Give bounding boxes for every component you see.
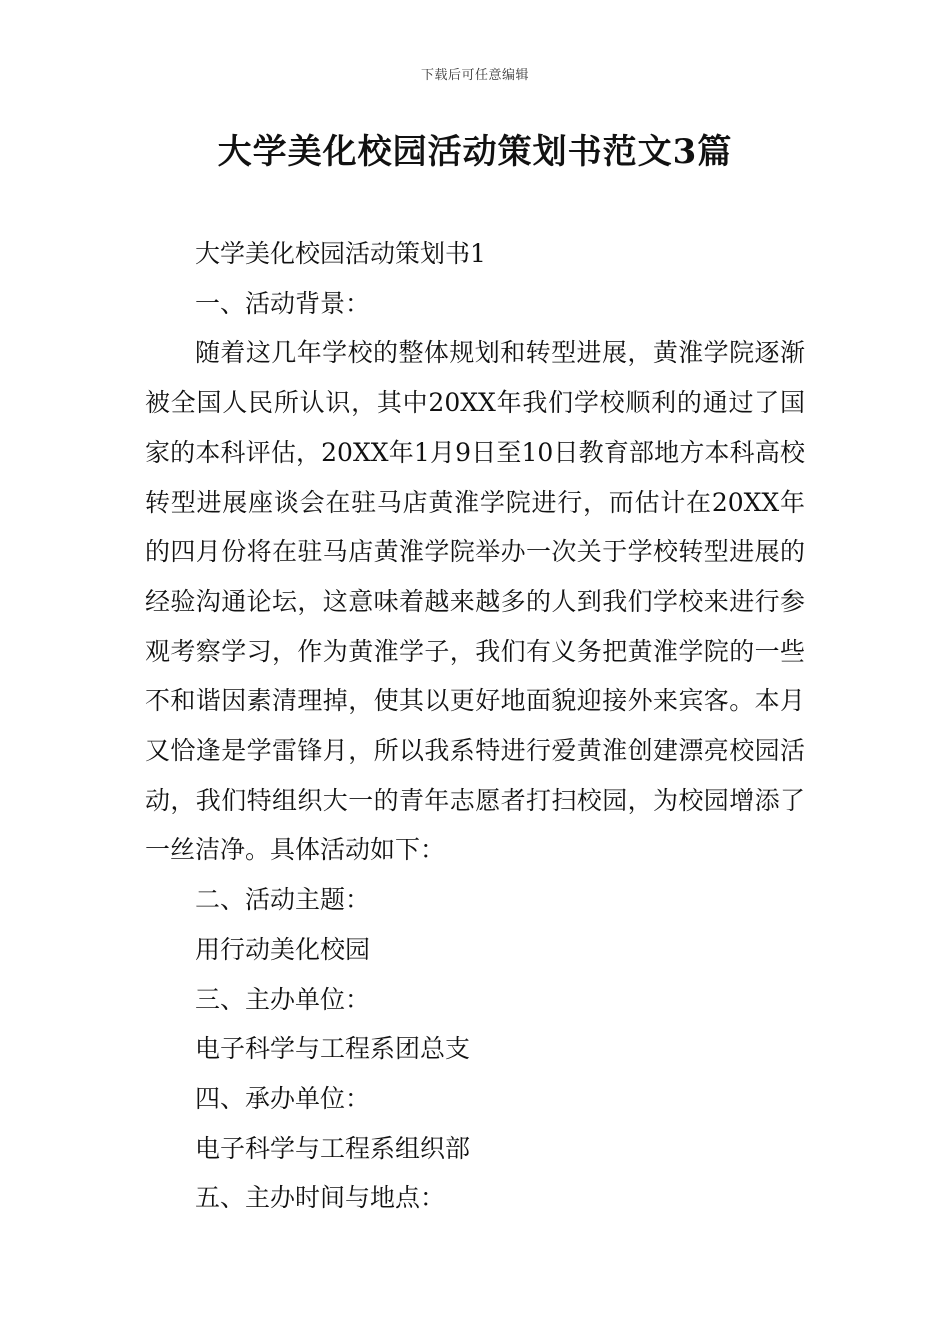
body-paragraph: 随着这几年学校的整体规划和转型进展，黄淮学院逐渐被全国人民所认识，其中20XX年我们学校顺利的通过了国家的本科评估，20XX年1月9日至10日教育部地方本科高校转型进展座谈会在驻马店黄淮学院进行，而估计在20XX年的四月份将在驻马店黄淮学院举办一次关于学校转型进展的经验沟通论坛，这意味着越来越多的人到我们学校来进行参观考察学习，作为黄淮学子，我们有义务把黄淮学院的一些不和谐因素清理掉，使其以更好地面貌迎接外来宾客。本月又恰逢是学雷锋月，所以我系特进行爱黄淮创建漂亮校园活动，我们特组织大一的青年志愿者打扫校园，为校园增添了一丝洁净。具体活动如下： xyxy=(145,338,805,865)
section-heading: 一、活动背景： xyxy=(195,288,371,318)
body-paragraph: 用行动美化校园 xyxy=(195,934,371,964)
section-heading: 二、活动主题： xyxy=(195,885,371,915)
body-paragraph: 电子科学与工程系团总支 xyxy=(195,1034,471,1064)
section-heading: 五、主办时间与地点： xyxy=(195,1183,446,1213)
section-heading: 大学美化校园活动策划书1 xyxy=(195,239,486,268)
body-paragraph: 电子科学与工程系组织部 xyxy=(195,1133,471,1163)
section-heading: 四、承办单位： xyxy=(195,1083,371,1113)
document-body xyxy=(145,229,805,1223)
document-title: 大学美化校园活动策划书范文3篇 xyxy=(217,132,733,172)
section-heading: 三、主办单位： xyxy=(195,984,371,1014)
header-note: 下载后可任意编辑 xyxy=(420,68,529,83)
